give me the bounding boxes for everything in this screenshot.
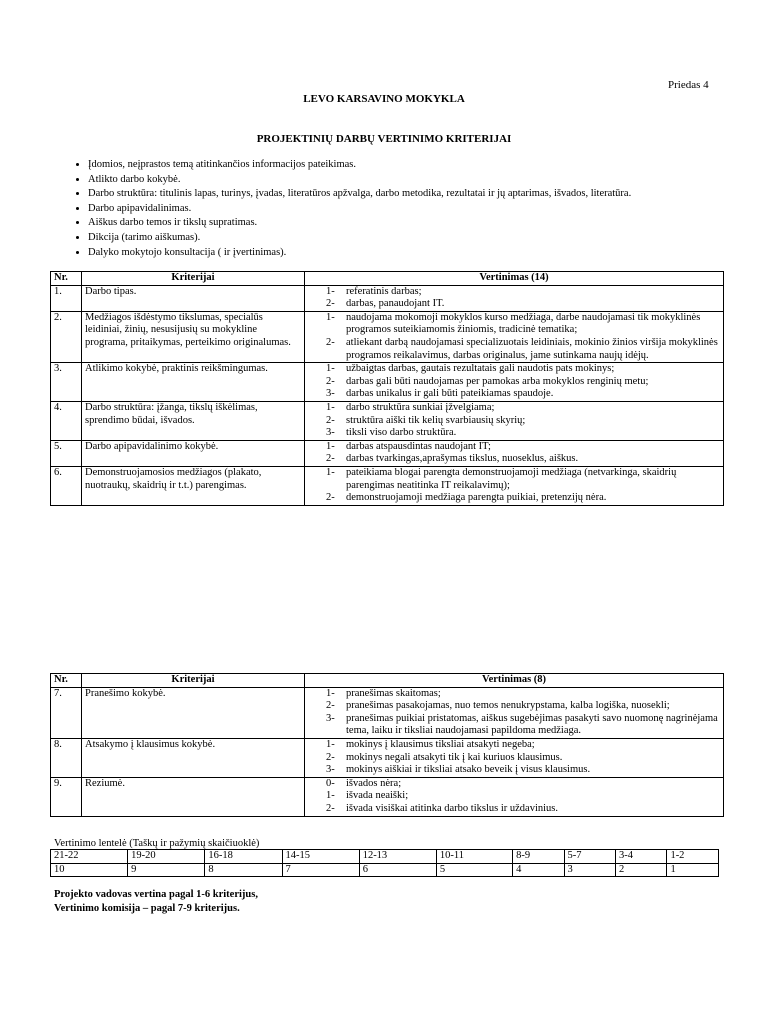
table-row	[51, 466, 724, 505]
evaluation-item-score: 1-	[326, 687, 335, 699]
evaluation-item	[308, 402, 720, 415]
evaluation-item-text: darbo struktūra sunkiai įžvelgiama;	[346, 401, 495, 413]
evaluation-item-text: darbas tvarkingas,aprašymas tikslus, nuoseklus, aiškus.	[346, 453, 579, 465]
row-number: 9.	[51, 777, 82, 816]
evaluation-item-text: mokinys negali atsakyti tik į kai kuriuos klausimus.	[346, 751, 563, 763]
score-grades-row	[51, 863, 719, 877]
evaluation-item-text: darbas, panaudojant IT.	[346, 298, 445, 310]
evaluation-item	[308, 453, 720, 466]
evaluation-note	[54, 888, 258, 916]
evaluation-item	[308, 688, 720, 701]
row-number: 3.	[51, 363, 82, 402]
evaluation-cell	[305, 738, 724, 777]
evaluation-item	[308, 467, 720, 492]
note-line: Projekto vadovas vertina pagal 1-6 kriterijus,	[54, 889, 258, 900]
evaluation-item-score: 2-	[326, 336, 335, 348]
evaluation-item-score: 0-	[326, 777, 335, 789]
evaluation-item-score: 2-	[326, 751, 335, 763]
score-points-cell: 5-7	[564, 850, 615, 864]
table-row	[51, 401, 724, 440]
evaluation-item-text: darbas unikalus ir gali būti pateikiamas spaudoje.	[346, 388, 554, 400]
evaluation-item-text: referatinis darbas;	[346, 285, 422, 297]
score-points-cell: 3-4	[615, 850, 666, 864]
evaluation-item	[308, 363, 720, 376]
evaluation-item	[308, 286, 720, 299]
criteria-table-1	[50, 271, 724, 506]
evaluation-item	[308, 803, 720, 816]
evaluation-item-text: struktūra aiški tik kelių svarbiausių skyrių;	[346, 414, 526, 426]
page-title: PROJEKTINIŲ DARBŲ VERTINIMO KRITERIJAI	[256, 133, 512, 145]
score-grade-cell: 3	[564, 863, 615, 877]
criterion-cell: Darbo apipavidalinimo kokybė.	[82, 440, 305, 466]
score-points-cell: 21-22	[51, 850, 128, 864]
evaluation-item-text: pranešimas skaitomas;	[346, 687, 441, 699]
criterion-cell: Pranešimo kokybė.	[82, 687, 305, 738]
score-table	[50, 849, 719, 877]
row-number: 8.	[51, 738, 82, 777]
evaluation-item	[308, 376, 720, 389]
evaluation-item	[308, 764, 720, 777]
evaluation-item	[308, 415, 720, 428]
row-number: 2.	[51, 311, 82, 362]
evaluation-item-text: užbaigtas darbas, gautais rezultatais gali naudotis pats mokinys;	[346, 363, 615, 375]
evaluation-item-text: naudojama mokomoji mokyklos kurso medžiaga, darbe naudojamasi tik mokyklinės programos suteikiamomis žiniomis, tradicinė tematika;	[346, 311, 701, 336]
score-points-cell: 14-15	[282, 850, 359, 864]
criterion-cell: Reziumė.	[82, 777, 305, 816]
evaluation-item-score: 2-	[326, 802, 335, 814]
table-row	[51, 777, 724, 816]
evaluation-item-score: 1-	[326, 466, 335, 478]
criterion-cell: Darbo tipas.	[82, 285, 305, 311]
evaluation-item-text: išvada neaiški;	[346, 790, 409, 802]
evaluation-item	[308, 700, 720, 713]
evaluation-item-text: išvada visiškai atitinka darbo tikslus ir uždavinius.	[346, 802, 559, 814]
score-grade-cell: 4	[513, 863, 564, 877]
evaluation-cell	[305, 311, 724, 362]
evaluation-item-score: 2-	[326, 298, 335, 310]
table-row	[51, 363, 724, 402]
row-number: 6.	[51, 466, 82, 505]
evaluation-item-text: mokinys aiškiai ir tiksliai atsako beveik į visus klausimus.	[346, 764, 591, 776]
score-points-cell: 16-18	[205, 850, 282, 864]
appendix-label: Priedas 4	[668, 79, 709, 91]
table-row	[51, 311, 724, 362]
evaluation-item-score: 2-	[326, 375, 335, 387]
score-points-cell: 12-13	[359, 850, 436, 864]
evaluation-item-score: 1-	[326, 790, 335, 802]
row-number: 7.	[51, 687, 82, 738]
table-row	[51, 687, 724, 738]
evaluation-item-score: 1-	[326, 401, 335, 413]
evaluation-cell	[305, 401, 724, 440]
evaluation-item	[308, 790, 720, 803]
score-grade-cell: 7	[282, 863, 359, 877]
bullet-item: • Darbo apipavidalinimas.	[88, 202, 631, 217]
evaluation-item-text: atliekant darbą naudojamasi specializuotais leidiniais, mokinio žinios viršija mokyklinės programos reikalavimus, darbas originalus, jame sutinkama naujų idėjų.	[346, 336, 718, 361]
score-points-cell: 8-9	[513, 850, 564, 864]
evaluation-item	[308, 752, 720, 765]
evaluation-item-text: darbas atspausdintas naudojant IT;	[346, 440, 491, 452]
evaluation-item-score: 2-	[326, 453, 335, 465]
evaluation-item-score: 1-	[326, 738, 335, 750]
column-header-criteria: Kriterijai	[82, 272, 305, 286]
score-grade-cell: 6	[359, 863, 436, 877]
bullet-item: • Įdomios, neįprastos temą atitinkančios informacijos pateikimas.	[88, 158, 631, 173]
evaluation-item-text: pranešimas puikiai pristatomas, aiškus sugebėjimas pasakyti savo nuomonę nagrinėjama tema, laiku ir tiksliai naudojamasi papildoma medžiaga.	[346, 712, 718, 737]
column-header-nr: Nr.	[51, 674, 82, 688]
score-table-label: Vertinimo lentelė (Taškų ir pažymių skaičiuoklė)	[54, 838, 260, 849]
score-grade-cell: 2	[615, 863, 666, 877]
score-points-cell: 10-11	[436, 850, 512, 864]
evaluation-item-text: darbas gali būti naudojamas per pamokas arba mokyklos renginių metu;	[346, 375, 649, 387]
evaluation-cell	[305, 777, 724, 816]
evaluation-item	[308, 298, 720, 311]
evaluation-cell	[305, 363, 724, 402]
row-number: 4.	[51, 401, 82, 440]
row-number: 5.	[51, 440, 82, 466]
score-grade-cell: 10	[51, 863, 128, 877]
evaluation-item	[308, 441, 720, 454]
bullet-item: • Atlikto darbo kokybė.	[88, 173, 631, 188]
evaluation-item	[308, 312, 720, 337]
evaluation-item-score: 3-	[326, 764, 335, 776]
evaluation-item-score: 1-	[326, 440, 335, 452]
score-points-row	[51, 850, 719, 864]
evaluation-cell	[305, 466, 724, 505]
score-points-cell: 19-20	[128, 850, 205, 864]
column-header-evaluation: Vertinimas (14)	[305, 272, 724, 286]
evaluation-item-text: išvados nėra;	[346, 777, 402, 789]
evaluation-item-score: 1-	[326, 285, 335, 297]
evaluation-item	[308, 492, 720, 505]
column-header-criteria: Kriterijai	[82, 674, 305, 688]
evaluation-item	[308, 388, 720, 401]
evaluation-cell	[305, 687, 724, 738]
note-line: Vertinimo komisija – pagal 7-9 kriterijus.	[54, 903, 240, 914]
bullet-item: • Dikcija (tarimo aiškumas).	[88, 231, 631, 246]
bullet-item: • Aiškus darbo temos ir tikslų supratimas.	[88, 216, 631, 231]
evaluation-item	[308, 713, 720, 738]
evaluation-item	[308, 778, 720, 791]
table-row	[51, 285, 724, 311]
criteria-table-2	[50, 673, 724, 817]
evaluation-item-text: pranešimas pasakojamas, nuo temos nenukrypstama, kalba logiška, nuosekli;	[346, 700, 670, 712]
criterion-cell: Atsakymo į klausimus kokybė.	[82, 738, 305, 777]
criterion-cell: Darbo struktūra: įžanga, tikslų iškėlimas, sprendimo būdai, išvados.	[82, 401, 305, 440]
evaluation-item-score: 3-	[326, 427, 335, 439]
bullet-item: • Dalyko mokytojo konsultacija ( ir įvertinimas).	[88, 246, 631, 261]
evaluation-item	[308, 427, 720, 440]
evaluation-item-score: 2-	[326, 492, 335, 504]
evaluation-item	[308, 337, 720, 362]
evaluation-cell	[305, 440, 724, 466]
evaluation-item-text: demonstruojamoji medžiaga parengta puikiai, pretenzijų nėra.	[346, 492, 607, 504]
school-name: LEVO KARSAVINO MOKYKLA	[303, 93, 465, 105]
evaluation-item	[308, 739, 720, 752]
evaluation-item-score: 3-	[326, 388, 335, 400]
criterion-cell: Medžiagos išdėstymo tikslumas, specialūs leidiniai, žinių, nesusijusių su mokykline programa, pritaikymas, perteikimo originalumas.	[82, 311, 305, 362]
evaluation-item-text: pateikiama blogai parengta demonstruojamoji medžiaga (netvarkinga, skaidrių parengimas neatitinka IT reikalavimų);	[346, 466, 677, 491]
criterion-cell: Atlikimo kokybė, praktinis reikšmingumas.	[82, 363, 305, 402]
evaluation-item-score: 1-	[326, 363, 335, 375]
evaluation-item-score: 2-	[326, 700, 335, 712]
table-row	[51, 440, 724, 466]
evaluation-item-score: 3-	[326, 712, 335, 724]
column-header-nr: Nr.	[51, 272, 82, 286]
evaluation-item-text: mokinys į klausimus tiksliai atsakyti negeba;	[346, 738, 535, 750]
row-number: 1.	[51, 285, 82, 311]
score-grade-cell: 8	[205, 863, 282, 877]
evaluation-cell	[305, 285, 724, 311]
column-header-evaluation: Vertinimas (8)	[305, 674, 724, 688]
evaluation-item-text: tiksli viso darbo struktūra.	[346, 427, 457, 439]
score-grade-cell: 5	[436, 863, 512, 877]
score-points-cell: 1-2	[667, 850, 719, 864]
evaluation-item-score: 1-	[326, 311, 335, 323]
criteria-bullet-list	[72, 158, 631, 260]
score-grade-cell: 9	[128, 863, 205, 877]
score-grade-cell: 1	[667, 863, 719, 877]
table-row	[51, 738, 724, 777]
criterion-cell: Demonstruojamosios medžiagos (plakato, nuotraukų, skaidrių ir t.t.) parengimas.	[82, 466, 305, 505]
bullet-item: • Darbo struktūra: titulinis lapas, turinys, įvadas, literatūros apžvalga, darbo metodika, rezultatai ir jų aptarimas, išvados, literatūra.	[88, 187, 631, 202]
evaluation-item-score: 2-	[326, 414, 335, 426]
